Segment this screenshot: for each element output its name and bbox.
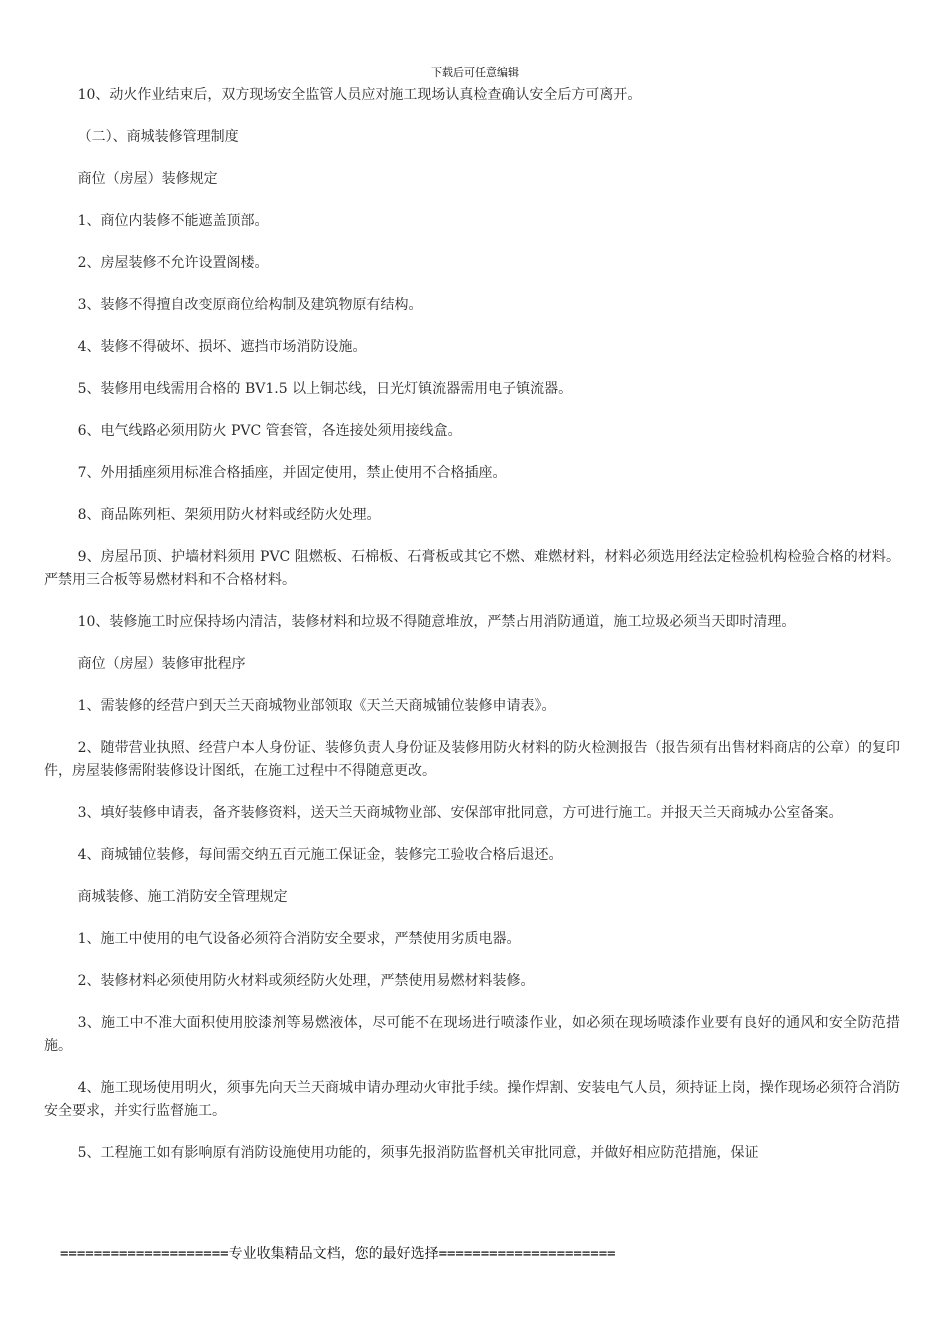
subheading-renovation-regulations: 商位（房屋）装修规定 bbox=[77, 171, 218, 187]
document-body bbox=[44, 84, 900, 1184]
paragraph-fire-work-end: 10、动火作业结束后，双方现场安全监管人员应对施工现场认真检查确认安全后方可离开。 bbox=[77, 87, 642, 103]
list-item: 2、随带营业执照、经营户本人身份证、装修负责人身份证及装修用防火材料的防火检测报告（报告须有出售材料商店的公章）的复印件，房屋装修需附装修设计图纸，在施工过程中不得随意更改。 bbox=[44, 740, 900, 779]
list-item: 3、装修不得擅自改变原商位给构制及建筑物原有结构。 bbox=[77, 297, 423, 313]
list-item: 1、施工中使用的电气设备必须符合消防安全要求，严禁使用劣质电器。 bbox=[77, 931, 521, 947]
list-item: 2、房屋装修不允许设置阁楼。 bbox=[77, 255, 269, 271]
list-item: 9、房屋吊顶、护墙材料须用 PVC 阻燃板、石棉板、石膏板或其它不燃、难燃材料，材料必须选用经法定检验机构检验合格的材料。严禁用三合板等易燃材料和不合格材料。 bbox=[44, 549, 900, 588]
list-item: 4、施工现场使用明火，须事先向天兰天商城申请办理动火审批手续。操作焊割、安装电气人员，须持证上岗，操作现场必须符合消防安全要求，并实行监督施工。 bbox=[44, 1080, 900, 1119]
list-item: 5、工程施工如有影响原有消防设施使用功能的，须事先报消防监督机关审批同意，并做好相应防范措施，保证 bbox=[77, 1145, 759, 1161]
list-item: 2、装修材料必须使用防火材料或须经防火处理，严禁使用易燃材料装修。 bbox=[77, 973, 535, 989]
list-item: 1、商位内装修不能遮盖顶部。 bbox=[77, 213, 269, 229]
list-item: 10、装修施工时应保持场内清洁，装修材料和垃圾不得随意堆放，严禁占用消防通道，施工垃圾必须当天即时清理。 bbox=[77, 614, 796, 630]
list-item: 4、商城铺位装修，每间需交纳五百元施工保证金，装修完工验收合格后退还。 bbox=[77, 847, 563, 863]
header-note: 下载后可任意编辑 bbox=[431, 66, 519, 79]
subheading-approval-procedure: 商位（房屋）装修审批程序 bbox=[77, 656, 246, 672]
list-item: 3、施工中不准大面积使用胶漆剂等易燃液体，尽可能不在现场进行喷漆作业，如必须在现场喷漆作业要有良好的通风和安全防范措施。 bbox=[44, 1015, 900, 1054]
list-item: 7、外用插座须用标准合格插座，并固定使用，禁止使用不合格插座。 bbox=[77, 465, 507, 481]
list-item: 8、商品陈列柜、架须用防火材料或经防火处理。 bbox=[77, 507, 381, 523]
footer-banner: ====================专业收集精品文档，您的最好选择===================== bbox=[60, 1246, 616, 1262]
section-heading-renovation-rules: （二）、商城装修管理制度 bbox=[77, 129, 239, 145]
list-item: 6、电气线路必须用防火 PVC 管套管，各连接处须用接线盒。 bbox=[77, 423, 462, 439]
list-item: 4、装修不得破坏、损坏、遮挡市场消防设施。 bbox=[77, 339, 367, 355]
list-item: 3、填好装修申请表，备齐装修资料，送天兰天商城物业部、安保部审批同意，方可进行施工。并报天兰天商城办公室备案。 bbox=[77, 805, 843, 821]
list-item: 5、装修用电线需用合格的 BV1.5 以上铜芯线，日光灯镇流器需用电子镇流器。 bbox=[77, 381, 573, 397]
subheading-fire-safety-rules: 商城装修、施工消防安全管理规定 bbox=[77, 889, 288, 905]
list-item: 1、需装修的经营户到天兰天商城物业部领取《天兰天商城铺位装修申请表》。 bbox=[77, 698, 556, 714]
